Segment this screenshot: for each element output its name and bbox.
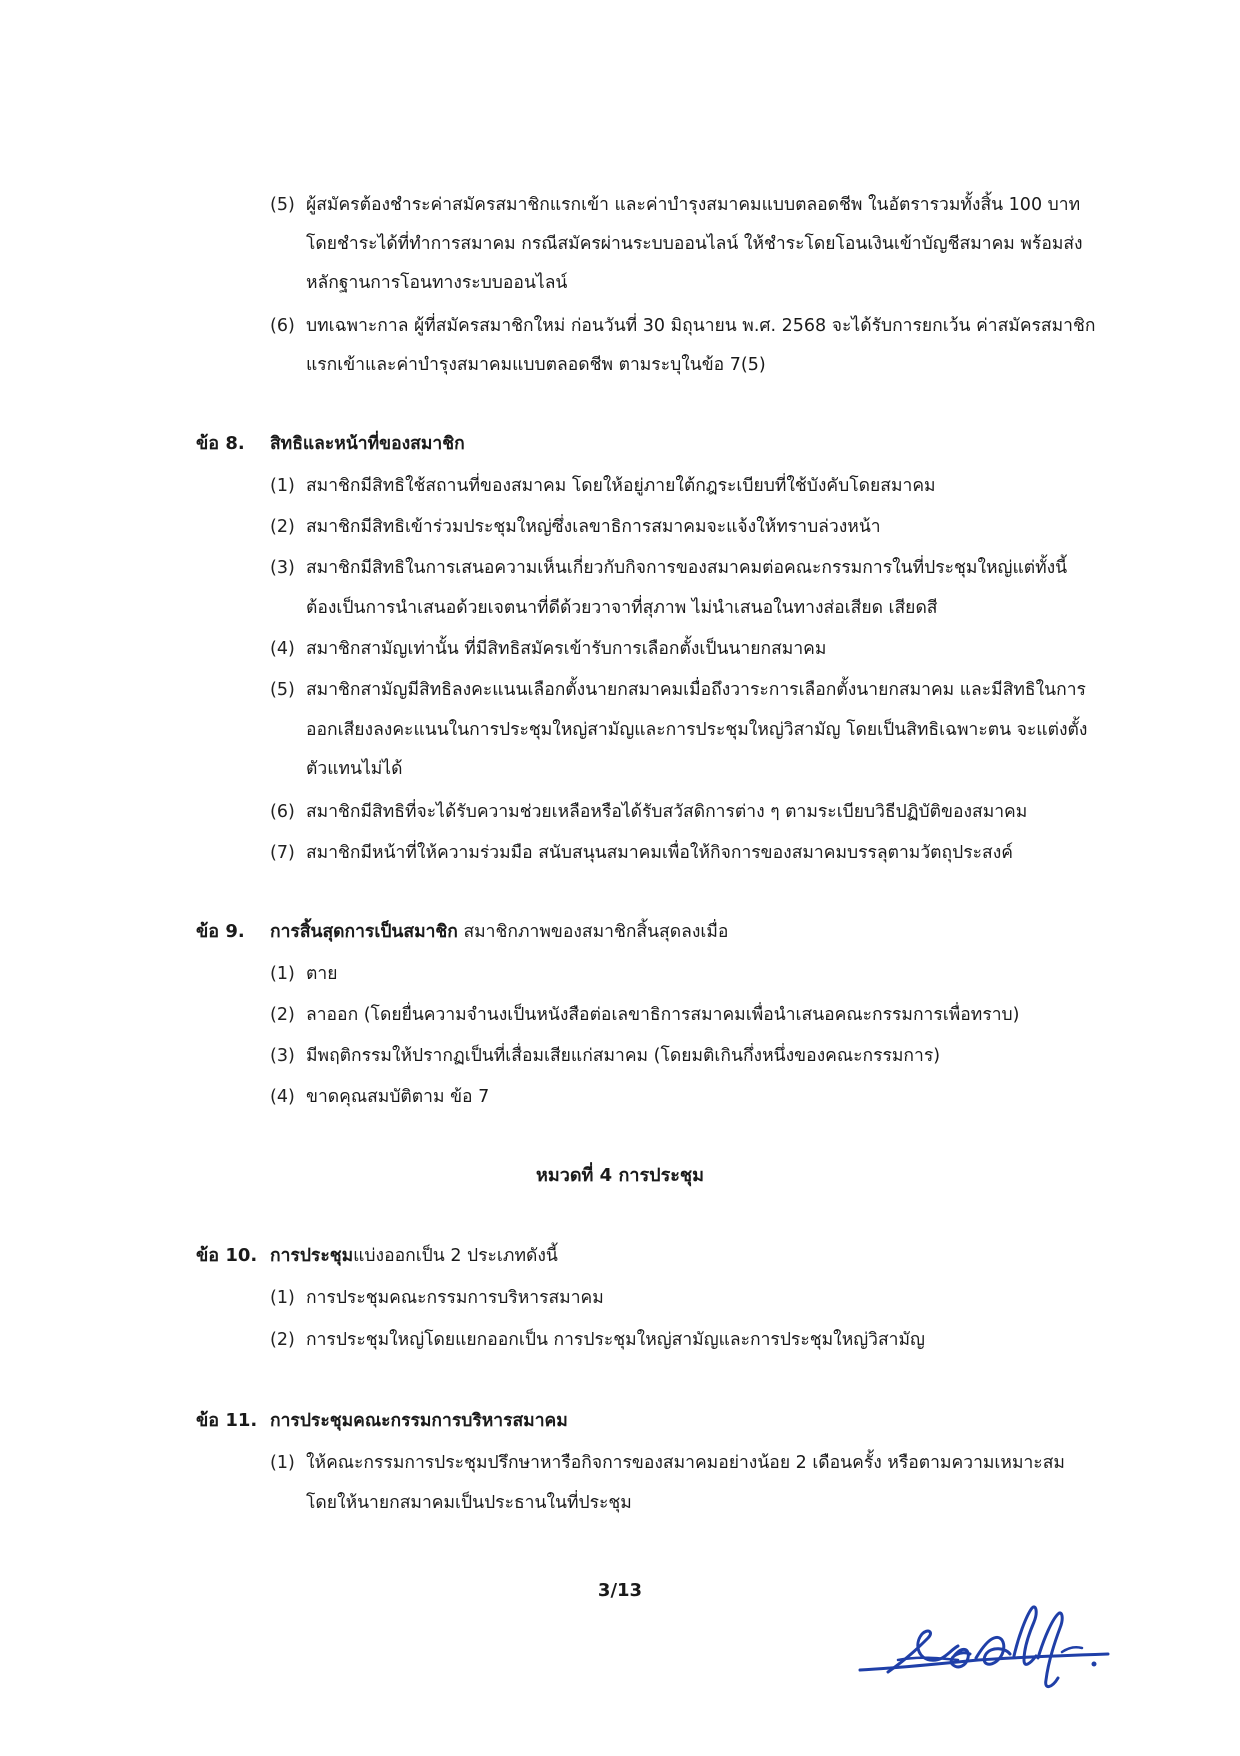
clause10-item-2-line-1: การประชุมใหญ่โดยแยกออกเป็น การประชุมใหญ่สามัญและการประชุมใหญ่วิสามัญ <box>306 1330 925 1350</box>
clause7-item-5-line-2: โดยชำระได้ที่ทำการสมาคม กรณีสมัครผ่านระบบออนไลน์ ให้ชำระโดยโอนเงินเข้าบัญชีสมาคม พร้อมส่ง <box>306 234 1083 254</box>
clause8-item-6-line-1: สมาชิกมีสิทธิที่จะได้รับความช่วยเหลือหรือได้รับสวัสดิการต่าง ๆ ตามระเบียบวิธีปฏิบัติของสมาคม <box>306 802 1028 822</box>
clause9-heading <box>270 920 728 944</box>
clause7-item-5-line-3: หลักฐานการโอนทางระบบออนไลน์ <box>306 273 568 293</box>
clause10-item-1-number: (1) <box>270 1288 295 1308</box>
clause8-item-4-line-1: สมาชิกสามัญเท่านั้น ที่มีสิทธิสมัครเข้ารับการเลือกตั้งเป็นนายกสมาคม <box>306 639 827 659</box>
clause9-item-2-line-1: ลาออก (โดยยื่นความจำนงเป็นหนังสือต่อเลขาธิการสมาคมเพื่อนำเสนอคณะกรรมการเพื่อทราบ) <box>306 1005 1020 1025</box>
clause8-item-3-number: (3) <box>270 558 295 578</box>
clause9-item-1-number: (1) <box>270 964 295 984</box>
clause9-item-4-line-1: ขาดคุณสมบัติตาม ข้อ 7 <box>306 1087 490 1107</box>
clause8-item-5-line-3: ตัวแทนไม่ได้ <box>306 759 403 779</box>
clause10-item-1-line-1: การประชุมคณะกรรมการบริหารสมาคม <box>306 1288 604 1308</box>
clause11-item-1-number: (1) <box>270 1453 295 1473</box>
page-number: 3/13 <box>597 1580 643 1601</box>
clause10-item-2-number: (2) <box>270 1330 295 1350</box>
clause11-item-1-line-2: โดยให้นายกสมาคมเป็นประธานในที่ประชุม <box>306 1493 632 1513</box>
clause9-item-1-line-1: ตาย <box>306 964 338 984</box>
clause10-label: ข้อ 10. <box>196 1245 258 1266</box>
clause7-item-5-line-1: ผู้สมัครต้องชำระค่าสมัครสมาชิกแรกเข้า และค่าบำรุงสมาคมแบบตลอดชีพ ในอัตรารวมทั้งสิ้น 100 บาท <box>306 195 1081 215</box>
clause8-item-5-number: (5) <box>270 680 295 700</box>
clause9-item-4-number: (4) <box>270 1087 295 1107</box>
clause9-intro: สมาชิกภาพของสมาชิกสิ้นสุดลงเมื่อ <box>457 922 729 942</box>
clause11-label: ข้อ 11. <box>196 1410 258 1431</box>
clause7-item-6-line-1: บทเฉพาะกาล ผู้ที่สมัครสมาชิกใหม่ ก่อนวันที่ 30 มิถุนายน พ.ศ. 2568 จะได้รับการยกเว้น ค่าสมัครสมาชิก <box>306 316 1096 336</box>
clause7-item-5-number: (5) <box>270 195 295 215</box>
clause8-item-2-line-1: สมาชิกมีสิทธิเข้าร่วมประชุมใหญ่ซึ่งเลขาธิการสมาคมจะแจ้งให้ทราบล่วงหน้า <box>306 517 881 537</box>
clause11-title: การประชุมคณะกรรมการบริหารสมาคม <box>270 1411 568 1431</box>
clause7-item-6-line-2: แรกเข้าและค่าบำรุงสมาคมแบบตลอดชีพ ตามระบุในข้อ 7(5) <box>306 355 766 375</box>
clause8-item-7-line-1: สมาชิกมีหน้าที่ให้ความร่วมมือ สนับสนุนสมาคมเพื่อให้กิจการของสมาคมบรรลุตามวัตถุประสงค์ <box>306 843 1013 863</box>
clause10-heading <box>270 1244 558 1268</box>
clause9-item-3-number: (3) <box>270 1046 295 1066</box>
clause8-item-3-line-2: ต้องเป็นการนำเสนอด้วยเจตนาที่ดีด้วยวาจาที่สุภาพ ไม่นำเสนอในทางส่อเสียด เสียดสี <box>306 598 938 618</box>
clause8-item-4-number: (4) <box>270 639 295 659</box>
clause8-item-1-number: (1) <box>270 476 295 496</box>
handwritten-signature-icon <box>858 1598 1118 1708</box>
clause10-intro: แบ่งออกเป็น 2 ประเภทดังนี้ <box>353 1246 558 1266</box>
clause8-item-5-line-2: ออกเสียงลงคะแนนในการประชุมใหญ่สามัญและการประชุมใหญ่วิสามัญ โดยเป็นสิทธิเฉพาะตน จะแต่งตั้ง <box>306 720 1088 740</box>
clause8-label: ข้อ 8. <box>196 433 245 454</box>
clause8-title: สิทธิและหน้าที่ของสมาชิก <box>270 434 465 454</box>
clause11-item-1-line-1: ให้คณะกรรมการประชุมปรึกษาหารือกิจการของสมาคมอย่างน้อย 2 เดือนครั้ง หรือตามความเหมาะสม <box>306 1453 1065 1473</box>
clause8-item-6-number: (6) <box>270 802 295 822</box>
clause8-item-2-number: (2) <box>270 517 295 537</box>
clause7-item-6-number: (6) <box>270 316 295 336</box>
clause8-item-1-line-1: สมาชิกมีสิทธิใช้สถานที่ของสมาคม โดยให้อยู่ภายใต้กฎระเบียบที่ใช้บังคับโดยสมาคม <box>306 476 936 496</box>
clause8-item-7-number: (7) <box>270 843 295 863</box>
clause9-title: การสิ้นสุดการเป็นสมาชิก <box>270 922 458 942</box>
clause8-item-3-line-1: สมาชิกมีสิทธิในการเสนอความเห็นเกี่ยวกับกิจการของสมาคมต่อคณะกรรมการในที่ประชุมใหญ่แต่ทั้งนี้ <box>306 558 1068 578</box>
clause10-title: การประชุม <box>270 1246 354 1266</box>
section-heading: หมวดที่ 4 การประชุม <box>536 1165 704 1186</box>
clause9-item-3-line-1: มีพฤติกรรมให้ปรากฏเป็นที่เสื่อมเสียแก่สมาคม (โดยมติเกินกึ่งหนึ่งของคณะกรรมการ) <box>306 1046 941 1066</box>
signature-strokes <box>860 1607 1108 1687</box>
clause9-label: ข้อ 9. <box>196 921 245 942</box>
clause9-item-2-number: (2) <box>270 1005 295 1025</box>
clause8-item-5-line-1: สมาชิกสามัญมีสิทธิลงคะแนนเลือกตั้งนายกสมาคมเมื่อถึงวาระการเลือกตั้งนายกสมาคม และมีสิทธิในการ <box>306 680 1086 700</box>
